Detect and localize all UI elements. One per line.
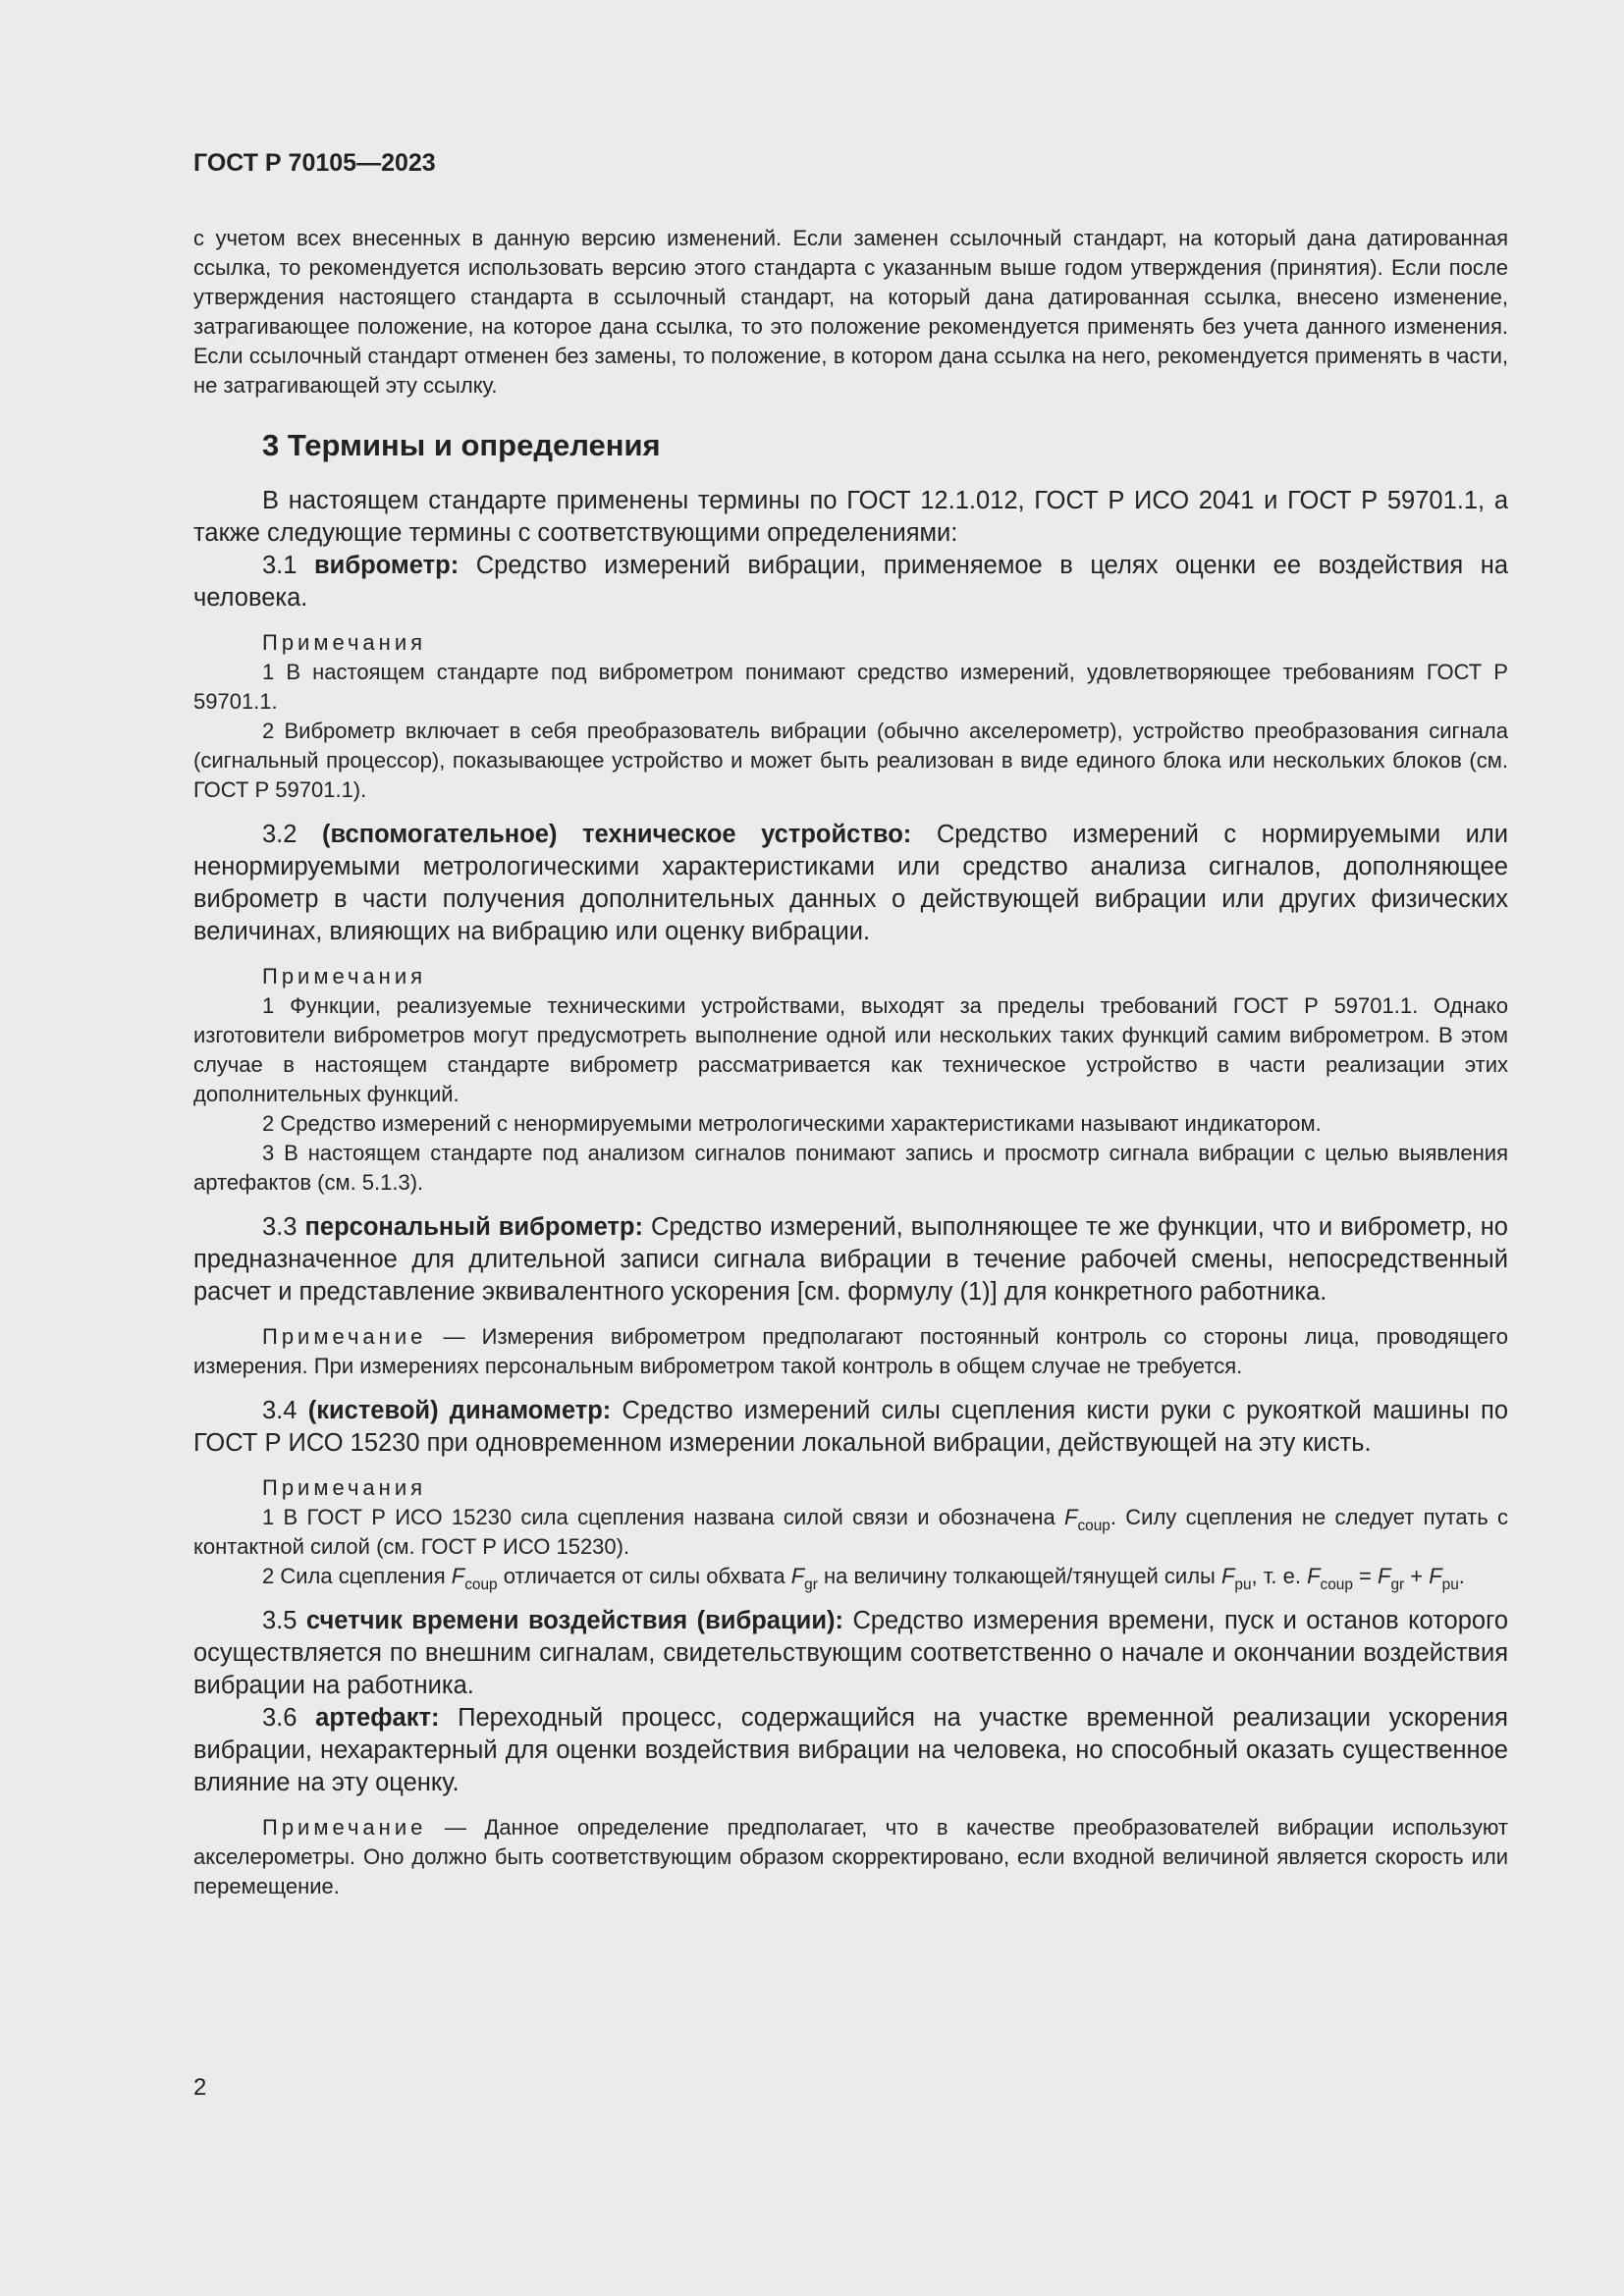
notes-label: Примечания [262,964,427,988]
note-item: 2 Виброметр включает в себя преобразователь вибрации (обычно акселерометр), устройство преобразования сигнала (сигнальный процессор), показывающее устройство и может быть реализован в виде единого блока или нескольких блоков (см. ГОСТ Р 59701.1). [193,719,1508,802]
note-label: Примечание [262,1815,427,1840]
term-name: артефакт: [315,1704,440,1732]
note [193,1813,1508,1901]
note-text: — Измерения виброметром предполагают постоянный контроль со стороны лица, проводящего измерения. При измерениях персональным виброметром такой контроль в общем случае не требуется. [193,1324,1508,1378]
note-item: 2 Сила сцепления $F_{coup}$ отличается от силы обхвата $F_{gr}$ на величину толкающей/тянущей силы $F_{pu}$, т. е. $F_{coup} = F_{gr} + F_{pu}$. [262,1564,1465,1593]
note-item: 1 В настоящем стандарте под виброметром понимают средство измерений, удовлетворяющее требованиям ГОСТ Р 59701.1. [193,660,1508,714]
term-name: (вспомогательное) техническое устройство: [322,821,912,848]
term-3-6 [193,1702,1508,1799]
term-3-1 [193,550,1508,614]
term-name: персональный виброметр: [304,1213,643,1241]
term-3-2 [193,819,1508,948]
term-definition: Средство измерений с нормируемыми или ненормируемыми метрологическими характеристиками или средство анализа сигналов, дополняющее виброметр в части получения дополнительных данных о действующей вибрации или других физических величинах, влияющих на вибрацию или оценку вибрации. [193,821,1509,945]
term-name: (кистевой) динамометр: [307,1397,612,1424]
notes-label: Примечания [262,1475,427,1500]
term-3-4 [193,1395,1508,1460]
term-number: 3.3 [262,1213,298,1241]
page-number: 2 [193,2074,207,2101]
term-number: 3.5 [262,1607,298,1634]
note [193,1322,1508,1381]
term-number: 3.1 [262,552,298,579]
note-item: 1 В ГОСТ Р ИСО 15230 сила сцепления названа силой связи и обозначена $F_{coup}$. Силу сцепления не следует путать с контактной силой (см. ГОСТ Р ИСО 15230). [193,1505,1508,1559]
note-item: 1 Функции, реализуемые техническими устройствами, выходят за пределы требований ГОСТ Р 59701.1. Однако изготовители виброметров могут предусмотреть выполнение одной или нескольких таких функций самим виброметром. В этом случае в настоящем стандарте виброметр рассматривается как техническое устройство в части реализации этих дополнительных функций. [193,993,1508,1106]
term-name: виброметр: [314,552,460,579]
note-label: Примечание [262,1324,427,1349]
note-item: 3 В настоящем стандарте под анализом сигналов понимают запись и просмотр сигнала вибрации с целью выявления артефактов (см. 5.1.3). [193,1141,1508,1195]
term-number: 3.4 [262,1397,298,1424]
term-name: счетчик времени воздействия (вибрации): [305,1607,843,1634]
term-definition: Средство измерений вибрации, применяемое в целях оценки ее воздействия на человека. [193,552,1508,612]
symbol: F [1064,1505,1078,1529]
term-number: 3.6 [262,1704,298,1732]
section-title: 3 Термины и определения [262,428,661,462]
term-definition: Средство измерения времени, пуск и останов которого осуществляется по внешним сигналам, свидетельствующим соответственно о начале и окончании воздействия вибрации на работника. [193,1607,1509,1699]
term-definition: Переходный процесс, содержащийся на участке временной реализации ускорения вибрации, нехарактерный для оценки воздействия вибрации на человека, но способный оказать существенное влияние на эту оценку. [193,1704,1508,1796]
term-number: 3.2 [262,821,298,848]
term-3-5 [193,1605,1508,1702]
note-item: 2 Средство измерений с ненормируемыми метрологическими характеристиками называют индикатором. [262,1111,1322,1136]
page-content [193,224,1508,1901]
note-text: — Данное определение предполагает, что в качестве преобразователей вибрации используют акселерометры. Оно должно быть соответствующим образом скорректировано, если входной величиной является скорость или перемещение. [193,1815,1508,1898]
document-header: ГОСТ Р 70105—2023 [193,149,436,177]
term-3-3 [193,1211,1508,1308]
section-lead: В настоящем стандарте применены термины по ГОСТ 12.1.012, ГОСТ Р ИСО 2041 и ГОСТ Р 59701.1, а также следующие термины с соответствующими определениями: [193,487,1508,547]
notes-label: Примечания [262,630,427,655]
term-definition: Средство измерений силы сцепления кисти руки с рукояткой машины по ГОСТ Р ИСО 15230 при одновременном измерении локальной вибрации, действующей на эту кисть. [193,1397,1509,1457]
intro-paragraph: с учетом всех внесенных в данную версию изменений. Если заменен ссылочный стандарт, на который дана датированная ссылка, то рекомендуется использовать версию этого стандарта с указанным выше годом утверждения (принятия). Если после утверждения настоящего стандарта в ссылочный стандарт, на который дана датированная ссылка, внесено изменение, затрагивающее положение, на которое дана ссылка, то это положение рекомендуется применять без учета данного изменения. Если ссылочный стандарт отменен без замены, то положение, в котором дана ссылка на него, рекомендуется применять в части, не затрагивающей эту ссылку. [193,226,1508,398]
term-definition: Средство измерений, выполняющее те же функции, что и виброметр, но предназначенное для длительной записи сигнала вибрации в течение рабочей смены, непосредственный расчет и представление эквивалентного ускорения [см. формулу (1)] для конкретного работника. [193,1213,1508,1306]
